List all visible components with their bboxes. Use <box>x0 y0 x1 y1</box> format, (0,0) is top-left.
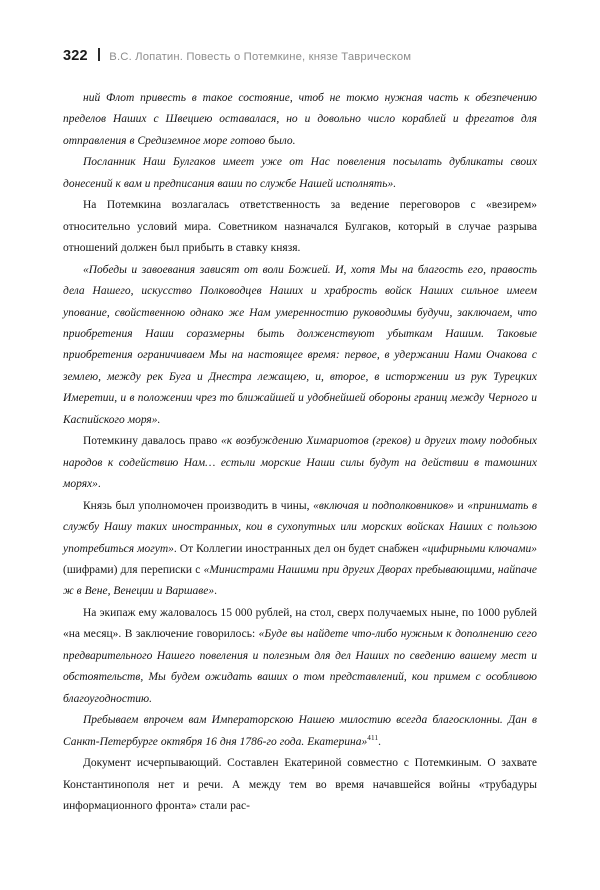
paragraph-9: Документ исчерпывающий. Составлен Екатериной совместно с Потемкиным. О захвате Константинополя нет и речи. А между тем во время начавшейся войны «трубадуры информационного фронта» стали рас- <box>63 757 537 812</box>
paragraph-3: На Потемкина возлагалась ответственность за ведение переговоров с «везирем» относительно условий мира. Советником назначался Булгаков, который в случае разрыва отношений должен был прибыть в ставку князя. <box>63 199 537 255</box>
paragraph-5-run-1: Потемкину давалось право <box>83 435 221 448</box>
paragraph-6-quote-2: «принимать в службу Нашу таких иностранных, кои в сухопутных или морских войсках Наших с пользою употребиться могут» <box>63 499 537 555</box>
paragraph-6-run-5: . От Коллегии иностранных дел он будет снабжен <box>173 542 422 555</box>
paragraph-8-period: . <box>378 735 382 748</box>
paragraph-8 <box>63 710 537 753</box>
paragraph-1: ний Флот привесть в такое состояние, чтоб не токмо нужная часть к обезпечению пределов Наших с Швециею оставалася, но и довольно число кораблей и фрегатов для отправления в Средиземное море готово было. <box>63 92 537 147</box>
paragraph-6-quote-4: «Министрами Нашими при других Дворах пребывающими, найпаче ж в Вене, Венеции и Варшаве» <box>63 563 538 598</box>
paragraph-5-run-3: . <box>97 478 101 491</box>
paragraph-6-quote-3: «цифирными ключами» <box>421 542 538 555</box>
running-head <box>63 47 537 67</box>
paragraph-7-quote: «Буде вы найдете что-либо нужным к дополнению сего предварительного Нашего повеления и полезным для дел Наших по сведению вашему мест и обстоятельств, Мы будем ожидать ваших о том представлений, кои примем с особливою благоугодностию. <box>63 628 538 705</box>
paragraph-6-quote-1: «включая и подполковников» <box>313 499 454 512</box>
paragraph-6-run-3: и <box>453 499 468 512</box>
paragraph-5 <box>63 431 537 495</box>
paragraph-7 <box>63 603 537 710</box>
paragraph-5-quote: «к возбуждению Химариотов (греков) и других тому подобных народов к содействию Нам… естьли морские Наши силы будут на действии в тамошних морях» <box>63 435 537 491</box>
paragraph-8-quote: Пребываем впрочем вам Императорскою Нашею милостию всегда благосклонны. Дан в Санкт-Петербурге октября 16 дня 1786-го года. Екатерина» <box>63 714 537 748</box>
footnote-reference-411[interactable]: 411 <box>367 733 379 742</box>
page-number: 322 <box>63 47 88 64</box>
paragraph-6-run-1: Князь был уполномочен производить в чины, <box>83 499 314 512</box>
header-divider-rule <box>98 48 101 61</box>
paragraph-2: Посланник Наш Булгаков имеет уже от Нас повеления посылать дубликаты своих донесений к вам и предписания ваши по службе Нашей исполнять». <box>63 156 537 190</box>
paragraph-6-run-7: (шифрами) для переписки с <box>63 563 204 576</box>
body-text-block <box>63 88 537 817</box>
paragraph-7-run-1: На экипаж ему жаловалось 15 000 рублей, на стол, сверх получаемых ныне, по 1000 рублей «на месяц». В заключение говорилось: <box>63 606 537 641</box>
paragraph-6-run-9: . <box>214 585 217 598</box>
paragraph-6 <box>63 496 537 603</box>
paragraph-4: «Победы и завоевания зависят от воли Божией. И, хотя Мы на благость его, правость дела Нашего, искусство Полководцев Наших и храбрость войск Наших сильное имеем упование, свойственною однако же Нам умеренностию руководимы будучи, заключаем, что приобретения Наши соразмерны быть долженствуют убыткам Нашим. Таковые приобретения ограничиваем Мы на настоящее время: первое, в удержании Нами Очакова с землею, между рек Буга и Днестра лежащею, и, второе, в исторжении из рук Турецких Имеретии, и в положении чрез то ближайшей и удобнейшей обороны границ между Черного и Каспийского моря». <box>63 263 537 426</box>
running-title: В.С. Лопатин. Повесть о Потемкине, князе Таврическом <box>109 50 412 63</box>
